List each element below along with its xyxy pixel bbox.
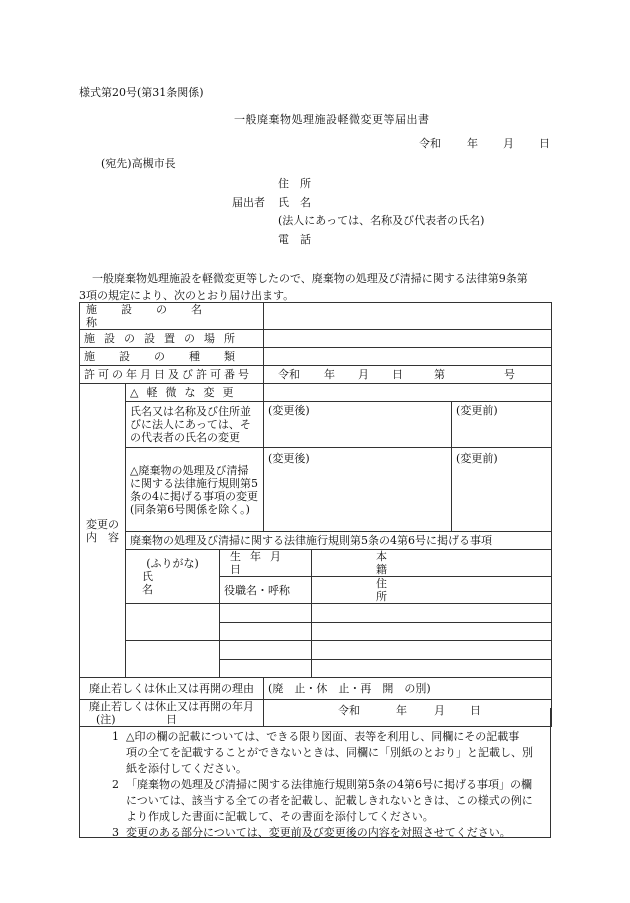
minor-change-field[interactable] bbox=[264, 384, 552, 402]
note-1-line-3: 紙を添付してください。 bbox=[126, 762, 247, 775]
facility-type-field[interactable] bbox=[264, 348, 552, 366]
applicant-address-label: 住 所 bbox=[278, 177, 311, 190]
person-2-name[interactable] bbox=[126, 641, 220, 678]
applicant-phone-label: 電 話 bbox=[278, 233, 311, 246]
facility-location-label bbox=[80, 330, 264, 348]
minor-change-label: △軽微な変更 bbox=[126, 384, 264, 402]
rule6-table bbox=[126, 550, 552, 678]
name-change-after[interactable]: (変更後) bbox=[264, 402, 452, 448]
rule6-heading: 廃棄物の処理及び清掃に関する法律施行規則第5条の4第6号に掲げる事項 bbox=[126, 532, 552, 550]
note-1-line-2: 項の全てを記載することができないときは、同欄に「別紙のとおり」と記載し、別 bbox=[126, 746, 533, 759]
rule6-table-cell bbox=[126, 550, 552, 678]
facility-location-text: 施設の設置の場所 bbox=[84, 332, 244, 345]
page-title: 一般廃棄物処理施設軽微変更等届出書 bbox=[234, 113, 430, 126]
person-1-domicile[interactable] bbox=[312, 604, 552, 623]
intro-line-1: 一般廃棄物処理施設を軽微変更等したので、廃棄物の処理及び清掃に関する法律第9条第 bbox=[92, 272, 528, 285]
person-2-role[interactable] bbox=[220, 660, 312, 678]
applicant-name-label: 氏 名 bbox=[278, 196, 311, 209]
person-2-address[interactable] bbox=[312, 660, 552, 678]
permit-field[interactable]: 令和 年 月 日 第 号 bbox=[264, 366, 552, 384]
facility-name-label bbox=[80, 303, 264, 330]
person-2-domicile[interactable] bbox=[312, 641, 552, 660]
person-2-birth[interactable] bbox=[220, 641, 312, 660]
rule-change-after[interactable]: (変更後) bbox=[264, 448, 452, 532]
col-role-header: 役職名・呼称 bbox=[220, 577, 312, 604]
person-1-birth[interactable] bbox=[220, 604, 312, 623]
note-1-line-1: △印の欄の記載については、できる限り図面、表等を利用し、同欄にその記載事 bbox=[126, 730, 520, 743]
note-2-line-3: より作成した書面に記載して、その書面を添付してください。 bbox=[126, 810, 434, 823]
note-2-number: 2 bbox=[112, 778, 119, 791]
note-2-line-1: 「廃棄物の処理及び清掃に関する法律施行規則第5条の4第6号に掲げる事項」の欄 bbox=[126, 778, 532, 791]
col-address-header: 住所 bbox=[312, 577, 552, 604]
form-number: 様式第20号(第31条関係) bbox=[79, 86, 204, 99]
applicant-label: 届出者 bbox=[232, 196, 265, 209]
notes-box bbox=[79, 708, 551, 838]
person-1-role[interactable] bbox=[220, 623, 312, 641]
person-1-address[interactable] bbox=[312, 623, 552, 641]
name-change-before[interactable]: (変更前) bbox=[452, 402, 552, 448]
closure-date-label: 廃止若しくは休止又は再開の年月日 bbox=[80, 700, 264, 727]
facility-location-field[interactable] bbox=[264, 330, 552, 348]
note-1-number: 1 bbox=[112, 730, 119, 743]
facility-type-label bbox=[80, 348, 264, 366]
facility-type-text: 施設の種類 bbox=[84, 350, 259, 363]
name-change-label: 氏名又は名称及び住所並びに法人にあっては、その代表者の氏名の変更 bbox=[126, 402, 264, 448]
note-3-line-1: 変更のある部分については、変更前及び変更後の内容を対照させてください。 bbox=[126, 826, 511, 839]
closure-date-field[interactable]: 令和 年 月 日 bbox=[264, 700, 552, 727]
col-name-header: (ふりがな) 氏名 bbox=[126, 550, 220, 604]
rule-change-before[interactable]: (変更前) bbox=[452, 448, 552, 532]
addressee: (宛先)高槻市長 bbox=[101, 157, 176, 170]
applicant-corp-note: (法人にあっては、名称及び代表者の氏名) bbox=[278, 214, 485, 227]
permit-label bbox=[80, 366, 264, 384]
closure-reason-label: 廃止若しくは休止又は再開の理由 bbox=[80, 678, 264, 700]
intro-line-2: 3項の規定により、次のとおり届け出ます。 bbox=[79, 289, 295, 302]
notes-heading: (注) bbox=[96, 713, 116, 726]
change-section-label: 変更の 内 容 bbox=[80, 384, 126, 678]
note-3-number: 3 bbox=[112, 826, 119, 839]
note-2-line-2: については、該当する全ての者を記載し、記載しきれないときは、この様式の例に bbox=[126, 794, 533, 807]
closure-reason-field[interactable]: (廃 止・休 止・再 開 の別) bbox=[264, 678, 552, 700]
facility-name-field[interactable] bbox=[264, 303, 552, 330]
permit-label-text: 許可の年月日及び許可番号 bbox=[84, 368, 252, 381]
facility-name-text: 施設の名称 bbox=[86, 303, 226, 329]
person-1-name[interactable] bbox=[126, 604, 220, 641]
col-domicile-header: 本籍 bbox=[312, 550, 552, 577]
form-table bbox=[79, 302, 552, 727]
col-birth-header: 生年月日 bbox=[220, 550, 312, 577]
rule-change-label: △廃棄物の処理及び清掃に関する法律施行規則第5条の4に掲げる事項の変更(同条第6号関係を除く。) bbox=[126, 448, 264, 532]
